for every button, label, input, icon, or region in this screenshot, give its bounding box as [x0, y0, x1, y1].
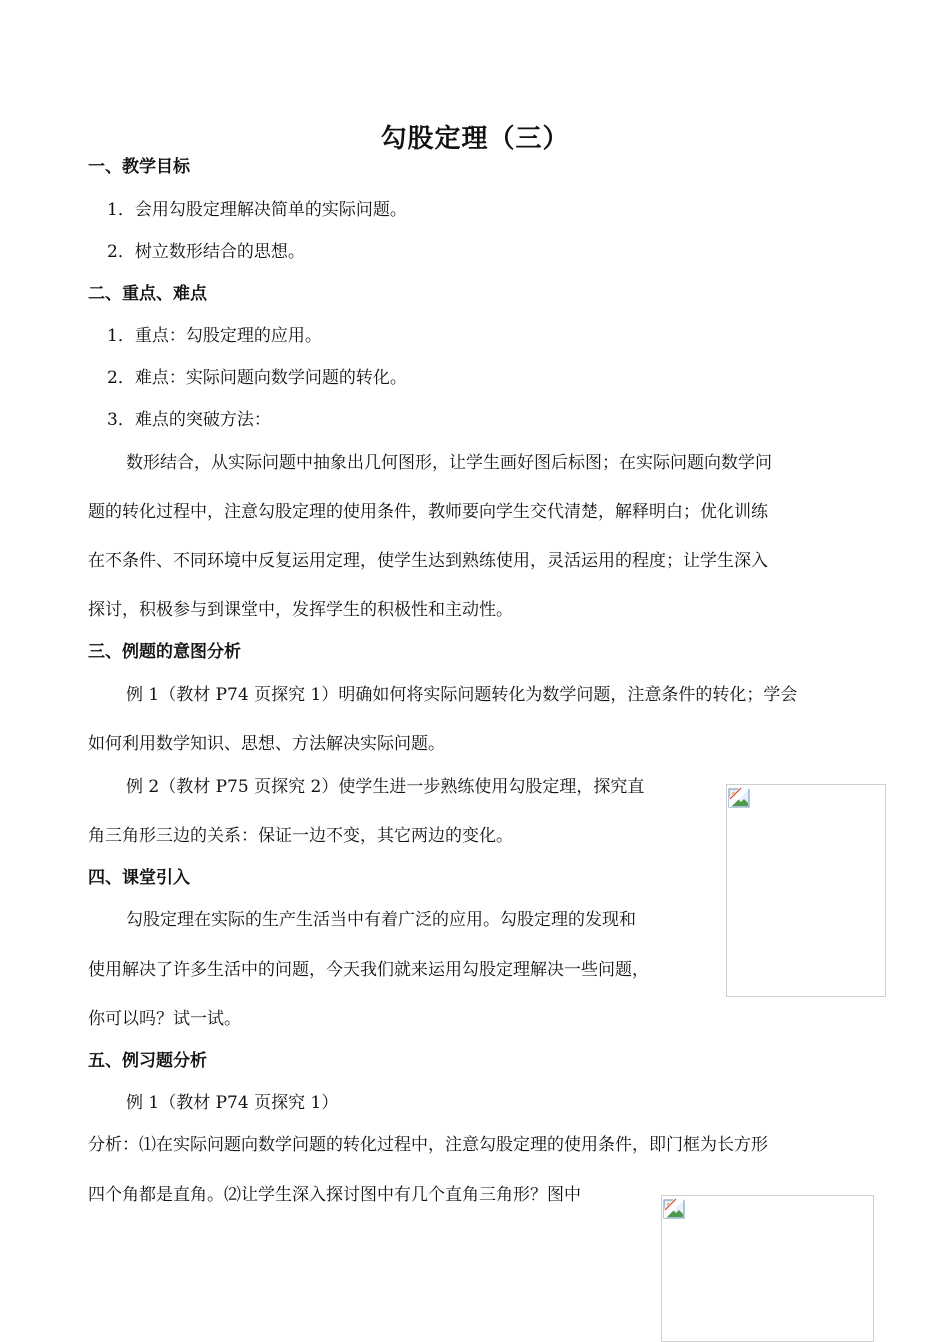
paragraph-line: 如何利用数学知识、思想、方法解决实际问题。 [88, 734, 445, 754]
paragraph-line: 勾股定理在实际的生产生活当中有着广泛的应用。勾股定理的发现和 [126, 910, 636, 930]
paragraph-line: 例 2（教材 P75 页探究 2）使学生进一步熟练使用勾股定理，探究直 [126, 777, 645, 797]
section-heading-example-intent: 三、例题的意图分析 [88, 642, 241, 662]
section-heading-key-points: 二、重点、难点 [88, 284, 207, 304]
key-point-item-3: 3．难点的突破方法： [107, 410, 271, 430]
image-placeholder [726, 784, 886, 997]
paragraph-line: 你可以吗？试一试。 [88, 1009, 241, 1029]
paragraph-line: 四个角都是直角。⑵让学生深入探讨图中有几个直角三角形？图中 [88, 1185, 581, 1205]
example-label: 例 1（教材 P74 页探究 1） [126, 1093, 339, 1113]
paragraph-line: 分析：⑴在实际问题向数学问题的转化过程中，注意勾股定理的使用条件，即门框为长方形 [88, 1135, 768, 1155]
paragraph-line: 探讨，积极参与到课堂中，发挥学生的积极性和主动性。 [88, 600, 513, 620]
page-title: 勾股定理（三） [380, 124, 570, 154]
image-placeholder [661, 1195, 874, 1342]
paragraph-line: 例 1（教材 P74 页探究 1）明确如何将实际问题转化为数学问题，注意条件的转化；学会 [126, 685, 798, 705]
broken-image-icon [663, 1197, 685, 1219]
paragraph-line: 数形结合，从实际问题中抽象出几何图形，让学生画好图后标图；在实际问题向数学问 [126, 453, 772, 473]
section-heading-example-analysis: 五、例习题分析 [88, 1051, 207, 1071]
paragraph-line: 角三角形三边的关系：保证一边不变，其它两边的变化。 [88, 826, 513, 846]
broken-image-icon [728, 786, 750, 808]
paragraph-line: 题的转化过程中，注意勾股定理的使用条件，教师要向学生交代清楚，解释明白；优化训练 [88, 502, 768, 522]
objective-item-1: 1．会用勾股定理解决简单的实际问题。 [107, 200, 407, 220]
objective-item-2: 2．树立数形结合的思想。 [107, 242, 305, 262]
section-heading-introduction: 四、课堂引入 [88, 868, 190, 888]
paragraph-line: 使用解决了许多生活中的问题，今天我们就来运用勾股定理解决一些问题， [88, 960, 649, 980]
key-point-item-2: 2．难点：实际问题向数学问题的转化。 [107, 368, 407, 388]
section-heading-objectives: 一、教学目标 [88, 157, 190, 177]
paragraph-line: 在不条件、不同环境中反复运用定理，使学生达到熟练使用，灵活运用的程度；让学生深入 [88, 551, 768, 571]
key-point-item-1: 1．重点：勾股定理的应用。 [107, 326, 322, 346]
